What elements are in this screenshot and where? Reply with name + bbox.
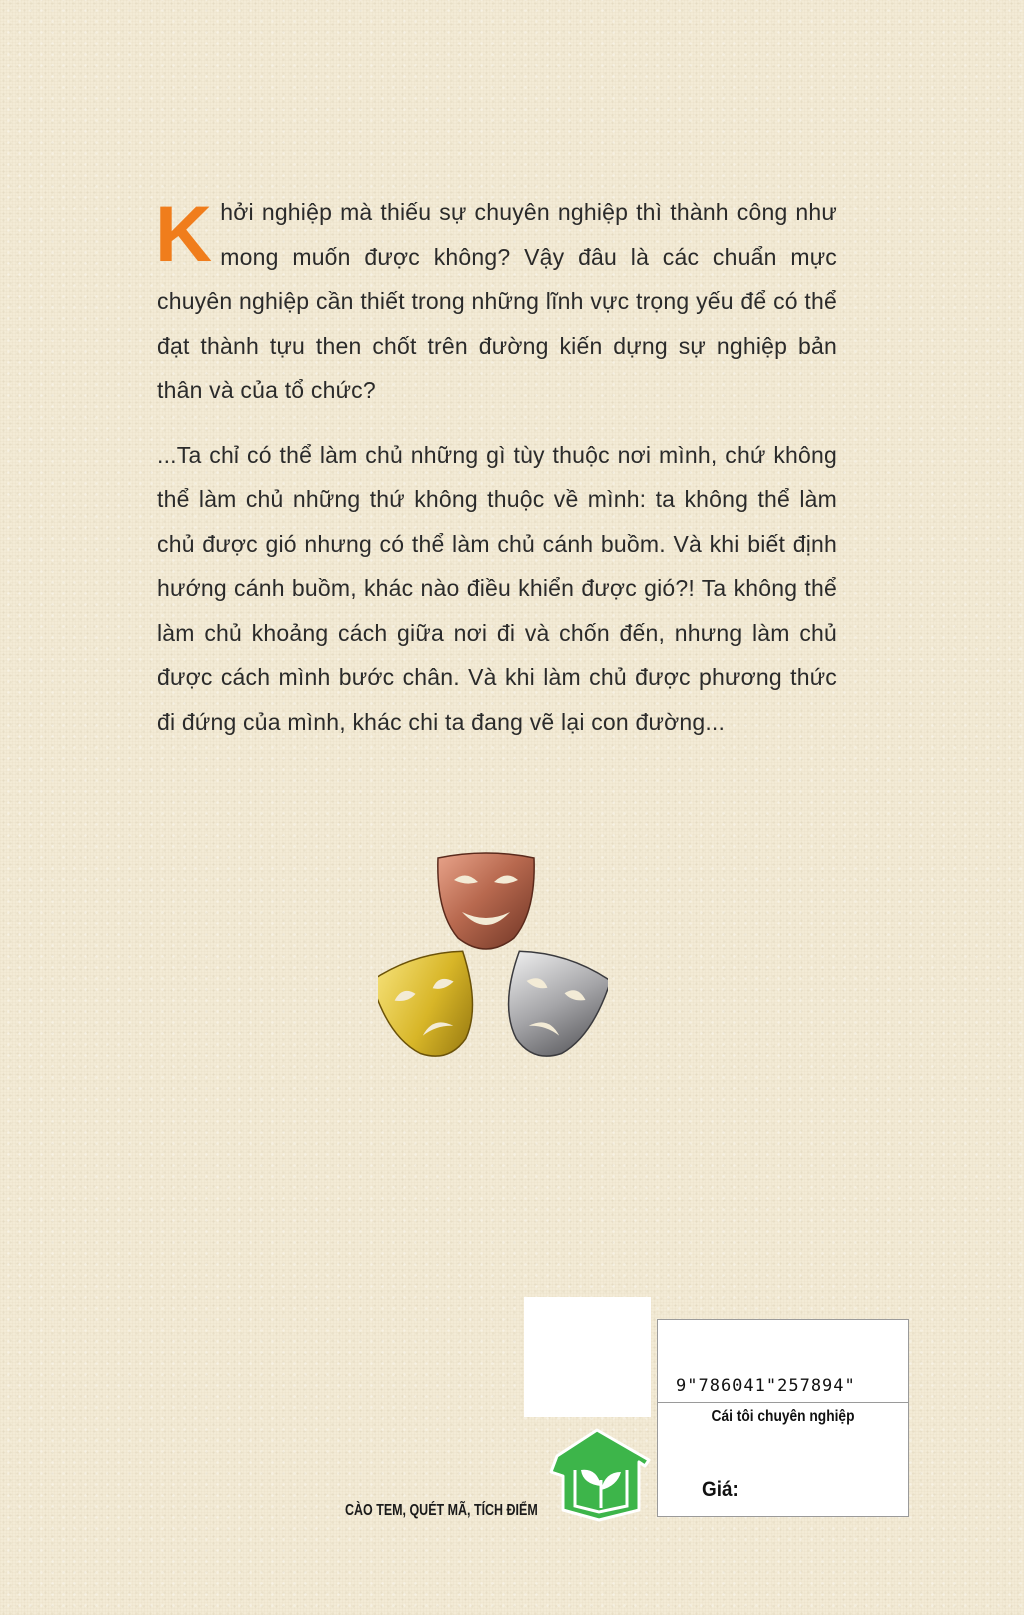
back-cover-text bbox=[157, 190, 837, 764]
price-box bbox=[657, 1319, 909, 1517]
copper-mask bbox=[438, 853, 534, 949]
paragraph-quote: ...Ta chỉ có thể làm chủ những gì tùy thuộc nơi mình, chứ không thể làm chủ những thứ không thuộc về mình: ta không thể làm chủ được gió nhưng có thể làm chủ cánh buồm. Và khi biết định hướng cánh buồm, khác nào điều khiển được gió?! Ta không thể làm chủ khoảng cách giữa nơi đi và chốn đến, nhưng làm chủ được cách mình bước chân. Và khi làm chủ được phương thức đi đứng của mình, khác chi ta đang vẽ lại con đường... bbox=[157, 441, 837, 735]
silver-mask bbox=[490, 945, 608, 1062]
theatre-masks-icon bbox=[378, 852, 608, 1062]
isbn-number: 9"786041"257894" bbox=[676, 1376, 856, 1396]
scan-promo-label: CÀO TEM, QUÉT MÃ, TÍCH ĐIỂM bbox=[345, 1502, 538, 1519]
sticker-area bbox=[524, 1297, 651, 1417]
paragraph-intro-text: hởi nghiệp mà thiếu sự chuyên nghiệp thì thành công như mong muốn được không? Vậy đâu là các chuẩn mực chuyên nghiệp cần thiết trong những lĩnh vực trọng yếu để có thể đạt thành tựu then chốt trên đường kiến dựng sự nghiệp bản thân và của tổ chức? bbox=[157, 199, 837, 403]
paragraph-intro bbox=[157, 190, 837, 413]
price-label: Giá: bbox=[702, 1478, 739, 1501]
gold-mask bbox=[378, 945, 491, 1062]
drop-cap-letter: K bbox=[155, 189, 213, 278]
publisher-logo-icon bbox=[549, 1426, 653, 1522]
divider bbox=[658, 1402, 908, 1403]
book-title: Cái tôi chuyên nghiệp bbox=[711, 1408, 855, 1425]
